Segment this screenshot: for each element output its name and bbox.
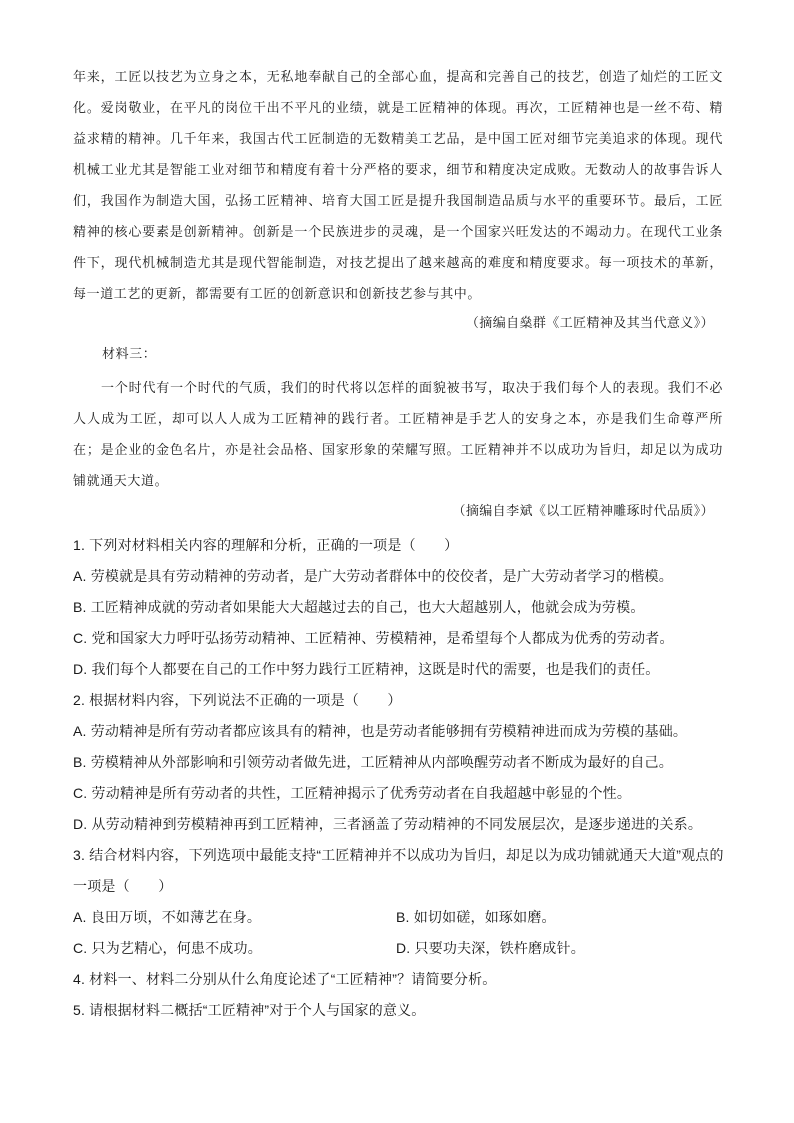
material-3-source: （摘编自李斌《以工匠精神雕琢时代品质》） — [452, 504, 714, 519]
material-3-title: 材料三： — [102, 347, 157, 362]
material-2-source: （摘编自燊群《工匠精神及其当代意义》） — [465, 316, 714, 331]
question-1-option-a[interactable]: A. 劳模就是具有劳动精神的劳动者，是广大劳动者群体中的佼佼者，是广大劳动者学习的楷模。 — [73, 568, 673, 584]
question-2-option-d[interactable]: D. 从劳动精神到劳模精神再到工匠精神，三者涵盖了劳动精神的不同发展层次，是逐步递进的关系。 — [73, 816, 703, 832]
question-3-stem: 3. 结合材料内容，下列选项中最能支持“工匠精神并不以成功为旨归，却足以为成功铺就通天大道”观点的一项是（ ） — [73, 847, 724, 894]
material-2-paragraph: 年来，工匠以技艺为立身之本，无私地奉献自己的全部心血，提高和完善自己的技艺，创造了灿烂的工匠文化。爱岗敬业，在平凡的岗位干出不平凡的业绩，就是工匠精神的体现。再次，工匠精神也是一丝不苟、精益求精的精神。几千年来，我国古代工匠制造的无数精美工艺品，是中国工匠对细节完美追求的体现。现代机械工业尤其是智能工业对细节和精度有着十分严格的要求，细节和精度决定成败。无数动人的故事告诉人们，我国作为制造大国，弘扬工匠精神、培育大国工匠是提升我国制造品质与水平的重要环节。最后，工匠精神的核心要素是创新精神。创新是一个民族进步的灵魂，是一个国家兴旺发达的不竭动力。在现代工业条件下，现代机械制造尤其是现代智能制造，对技艺提出了越来越高的难度和精度要求。每一项技术的革新，每一道工艺的更新，都需要有工匠的创新意识和创新技艺参与其中。 — [73, 70, 723, 302]
question-1-option-c[interactable]: C. 党和国家大力呼吁弘扬劳动精神、工匠精神、劳模精神，是希望每个人都成为优秀的劳动者。 — [73, 630, 674, 646]
question-3-option-a[interactable]: A. 良田万顷，不如薄艺在身。 — [73, 909, 262, 925]
question-1-option-d[interactable]: D. 我们每个人都要在自己的工作中努力践行工匠精神，这既是时代的需要，也是我们的责任。 — [73, 661, 660, 677]
question-2-option-b[interactable]: B. 劳模精神从外部影响和引领劳动者做先进，工匠精神从内部唤醒劳动者不断成为最好的自己。 — [73, 754, 673, 770]
question-2-stem: 2. 根据材料内容，下列说法不正确的一项是（ ） — [73, 692, 402, 708]
question-1-option-b[interactable]: B. 工匠精神成就的劳动者如果能大大超越过去的自己，也大大超越别人，他就会成为劳模。 — [73, 599, 645, 615]
question-3-options-row-2 — [73, 933, 728, 964]
question-3-option-b[interactable]: B. 如切如磋，如琢如磨。 — [396, 909, 556, 925]
material-3 — [73, 373, 723, 497]
question-1-stem: 1. 下列对材料相关内容的理解和分析，正确的一项是（ ） — [73, 537, 459, 553]
question-list — [73, 530, 728, 1026]
question-3-options-row-1 — [73, 902, 728, 933]
question-3-option-c[interactable]: C. 只为艺精心，何患不成功。 — [73, 940, 262, 956]
question-2-option-c[interactable]: C. 劳动精神是所有劳动者的共性，工匠精神揭示了优秀劳动者在自我超越中彰显的个性。 — [73, 785, 632, 801]
question-4-stem: 4. 材料一、材料二分别从什么角度论述了“工匠精神”？请简要分析。 — [73, 971, 497, 987]
material-3-paragraph: 一个时代有一个时代的气质，我们的时代将以怎样的面貌被书写，取决于我们每个人的表现。我们不必人人成为工匠，却可以人人成为工匠精神的践行者。工匠精神是手艺人的安身之本，亦是我们生命尊严所在；是企业的金色名片，亦是社会品格、国家形象的荣耀写照。工匠精神并不以成功为旨归，却足以为成功铺就通天大道。 — [73, 381, 723, 489]
material-2-continuation — [73, 62, 723, 310]
question-5-stem: 5. 请根据材料二概括“工匠精神”对于个人与国家的意义。 — [73, 1002, 426, 1018]
question-3-option-d[interactable]: D. 只要功夫深，铁杵磨成针。 — [396, 940, 585, 956]
question-2-option-a[interactable]: A. 劳动精神是所有劳动者都应该具有的精神，也是劳动者能够拥有劳模精神进而成为劳模的基础。 — [73, 723, 688, 739]
